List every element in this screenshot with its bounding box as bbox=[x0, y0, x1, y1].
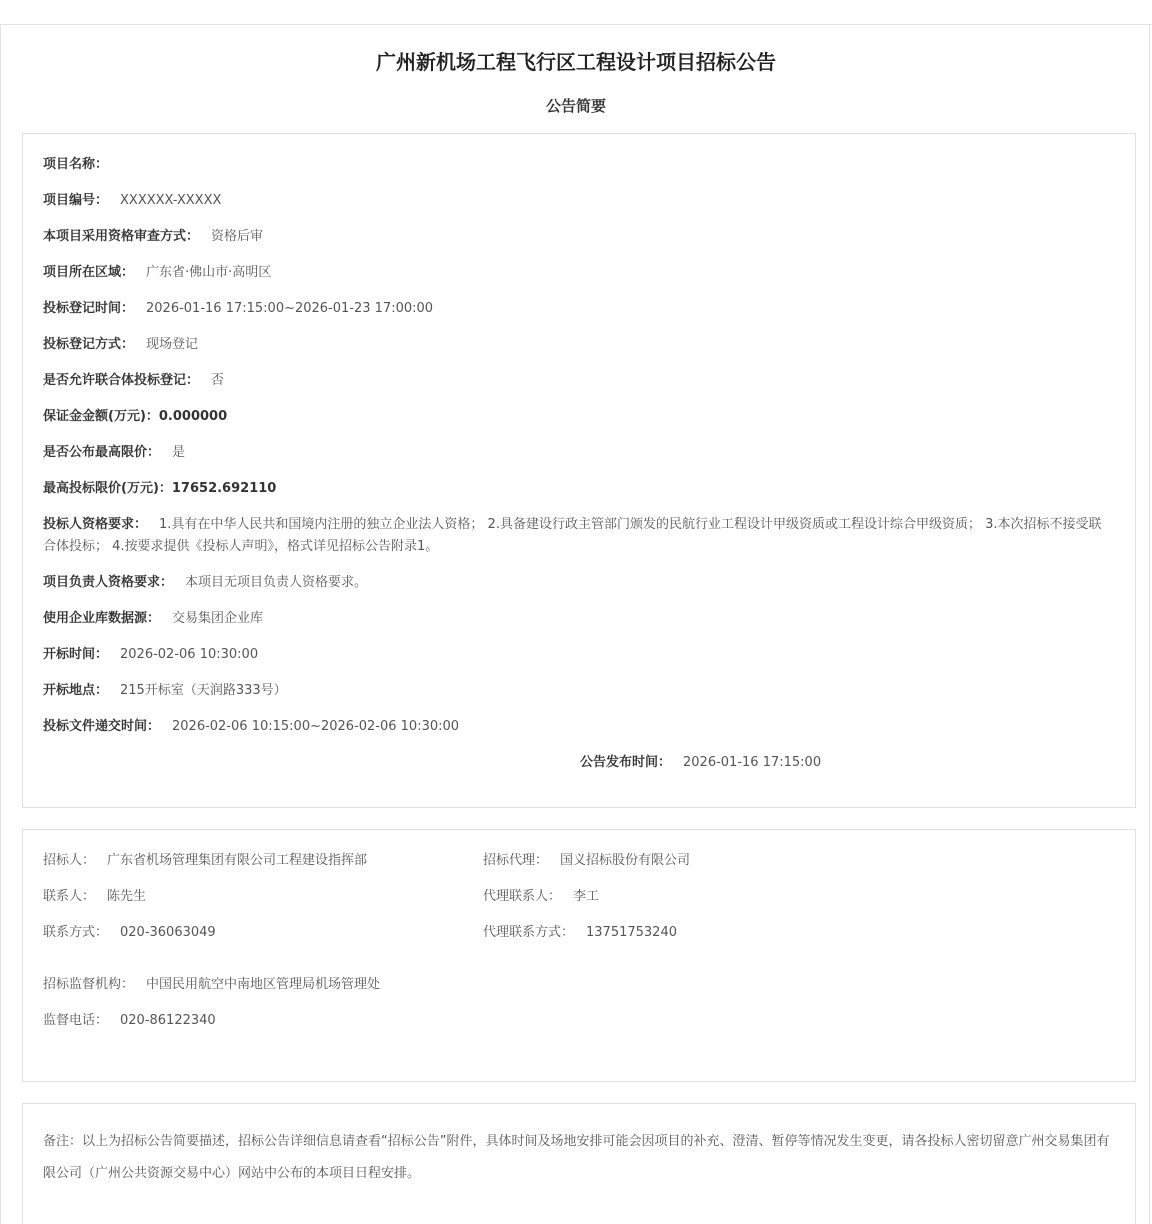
review-method-label: 本项目采用资格审查方式： bbox=[43, 229, 200, 244]
submit-time-row bbox=[43, 716, 459, 738]
reg-method-value: 现场登记 bbox=[146, 337, 199, 352]
deposit-row bbox=[43, 406, 227, 428]
ceiling-published-value: 是 bbox=[172, 445, 186, 460]
ceiling-row bbox=[43, 478, 276, 500]
publish-time-label: 公告发布时间： bbox=[580, 755, 672, 770]
deposit-label: 保证金金额(万元)： bbox=[43, 409, 159, 424]
project-name-row bbox=[43, 154, 120, 176]
leader-req-label: 项目负责人资格要求： bbox=[43, 575, 174, 590]
open-place-value: 215开标室（天润路333号） bbox=[120, 683, 287, 698]
datasource-label: 使用企业库数据源： bbox=[43, 611, 161, 626]
agent-phone-label: 代理联系方式： bbox=[483, 925, 575, 940]
supervisor-phone-label: 监督电话： bbox=[43, 1013, 109, 1028]
project-no-value: XXXXXX-XXXXX bbox=[120, 193, 222, 208]
page-subtitle: 公告简要 bbox=[545, 97, 606, 115]
publish-time-value: 2026-01-16 17:15:00 bbox=[683, 755, 822, 770]
bidder-req-label: 投标人资格要求： bbox=[43, 517, 148, 532]
agent-label: 招标代理： bbox=[483, 853, 549, 868]
tenderer-label: 招标人： bbox=[43, 853, 96, 868]
agent-row bbox=[483, 850, 690, 872]
supervisor-phone-value: 020-86122340 bbox=[120, 1013, 216, 1028]
agent-contact-row bbox=[483, 886, 599, 908]
tenderer-row bbox=[43, 850, 367, 872]
consortium-value: 否 bbox=[211, 373, 225, 388]
region-row bbox=[43, 262, 271, 284]
project-name-label: 项目名称： bbox=[43, 157, 109, 172]
agent-phone-row bbox=[483, 922, 677, 944]
phone-row bbox=[43, 922, 216, 944]
region-value: 广东省·佛山市·高明区 bbox=[146, 265, 272, 280]
ceiling-label: 最高投标限价(万元)： bbox=[43, 481, 172, 496]
deposit-value: 0.000000 bbox=[158, 409, 228, 424]
agent-contact-label: 代理联系人： bbox=[483, 889, 562, 904]
consortium-label: 是否允许联合体投标登记： bbox=[43, 373, 200, 388]
agent-phone-value: 13751753240 bbox=[586, 925, 677, 940]
ceiling-published-row bbox=[43, 442, 185, 464]
review-method-value: 资格后审 bbox=[211, 229, 264, 244]
tenderer-value: 广东省机场管理集团有限公司工程建设指挥部 bbox=[107, 853, 368, 868]
open-place-label: 开标地点： bbox=[43, 683, 109, 698]
open-time-row bbox=[43, 644, 258, 666]
review-method-row bbox=[43, 226, 263, 248]
open-time-value: 2026-02-06 10:30:00 bbox=[120, 647, 259, 662]
region-label: 项目所在区域： bbox=[43, 265, 135, 280]
bidder-req-value: 1.具有在中华人民共和国境内注册的独立企业法人资格； 2.具备建设行政主管部门颁发的民航行业工程设计甲级资质或工程设计综合甲级资质； 3.本次招标不接受联合体投标； 4.按要求提供《投标人声明》，格式详见招标公告附录1。 bbox=[43, 517, 1102, 554]
open-place-row bbox=[43, 680, 287, 702]
phone-value: 020-36063049 bbox=[120, 925, 216, 940]
project-no-label: 项目编号： bbox=[43, 193, 109, 208]
page-title: 广州新机场工程飞行区工程设计项目招标公告 bbox=[376, 50, 776, 74]
phone-label: 联系方式： bbox=[43, 925, 109, 940]
agent-contact-value: 李工 bbox=[573, 889, 600, 904]
contact-row bbox=[43, 886, 146, 908]
bidder-req-row bbox=[43, 514, 1113, 558]
supervisor-phone-row bbox=[43, 1010, 216, 1032]
contact-value: 陈先生 bbox=[107, 889, 147, 904]
submit-time-label: 投标文件递交时间： bbox=[43, 719, 161, 734]
supervisor-row bbox=[43, 974, 380, 996]
note-panel bbox=[22, 1103, 1136, 1224]
reg-method-label: 投标登记方式： bbox=[43, 337, 135, 352]
supervisor-value: 中国民用航空中南地区管理局机场管理处 bbox=[146, 977, 381, 992]
ceiling-value: 17652.692110 bbox=[171, 481, 277, 496]
contacts-panel bbox=[22, 829, 1136, 1082]
leader-req-value: 本项目无项目负责人资格要求。 bbox=[185, 575, 368, 590]
datasource-row bbox=[43, 608, 263, 630]
open-time-label: 开标时间： bbox=[43, 647, 109, 662]
reg-time-value: 2026-01-16 17:15:00~2026-01-23 17:00:00 bbox=[146, 301, 434, 316]
consortium-row bbox=[43, 370, 224, 392]
contact-label: 联系人： bbox=[43, 889, 96, 904]
datasource-value: 交易集团企业库 bbox=[172, 611, 264, 626]
leader-req-row bbox=[43, 572, 367, 594]
submit-time-value: 2026-02-06 10:15:00~2026-02-06 10:30:00 bbox=[172, 719, 460, 734]
reg-method-row bbox=[43, 334, 198, 356]
summary-panel bbox=[22, 133, 1136, 808]
note-text: 备注：以上为招标公告简要描述，招标公告详细信息请查看“招标公告”附件，具体时间及场地安排可能会因项目的补充、澄清、暂停等情况发生变更，请各投标人密切留意广州交易集团有限公司（广州公共资源交易中心）网站中公布的本项目日程安排。 bbox=[43, 1134, 1110, 1181]
supervisor-label: 招标监督机构： bbox=[43, 977, 135, 992]
ceiling-published-label: 是否公布最高限价： bbox=[43, 445, 161, 460]
project-no-row bbox=[43, 190, 221, 212]
reg-time-row bbox=[43, 298, 433, 320]
publish-time-row bbox=[580, 752, 821, 774]
agent-value: 国义招标股份有限公司 bbox=[560, 853, 691, 868]
reg-time-label: 投标登记时间： bbox=[43, 301, 135, 316]
